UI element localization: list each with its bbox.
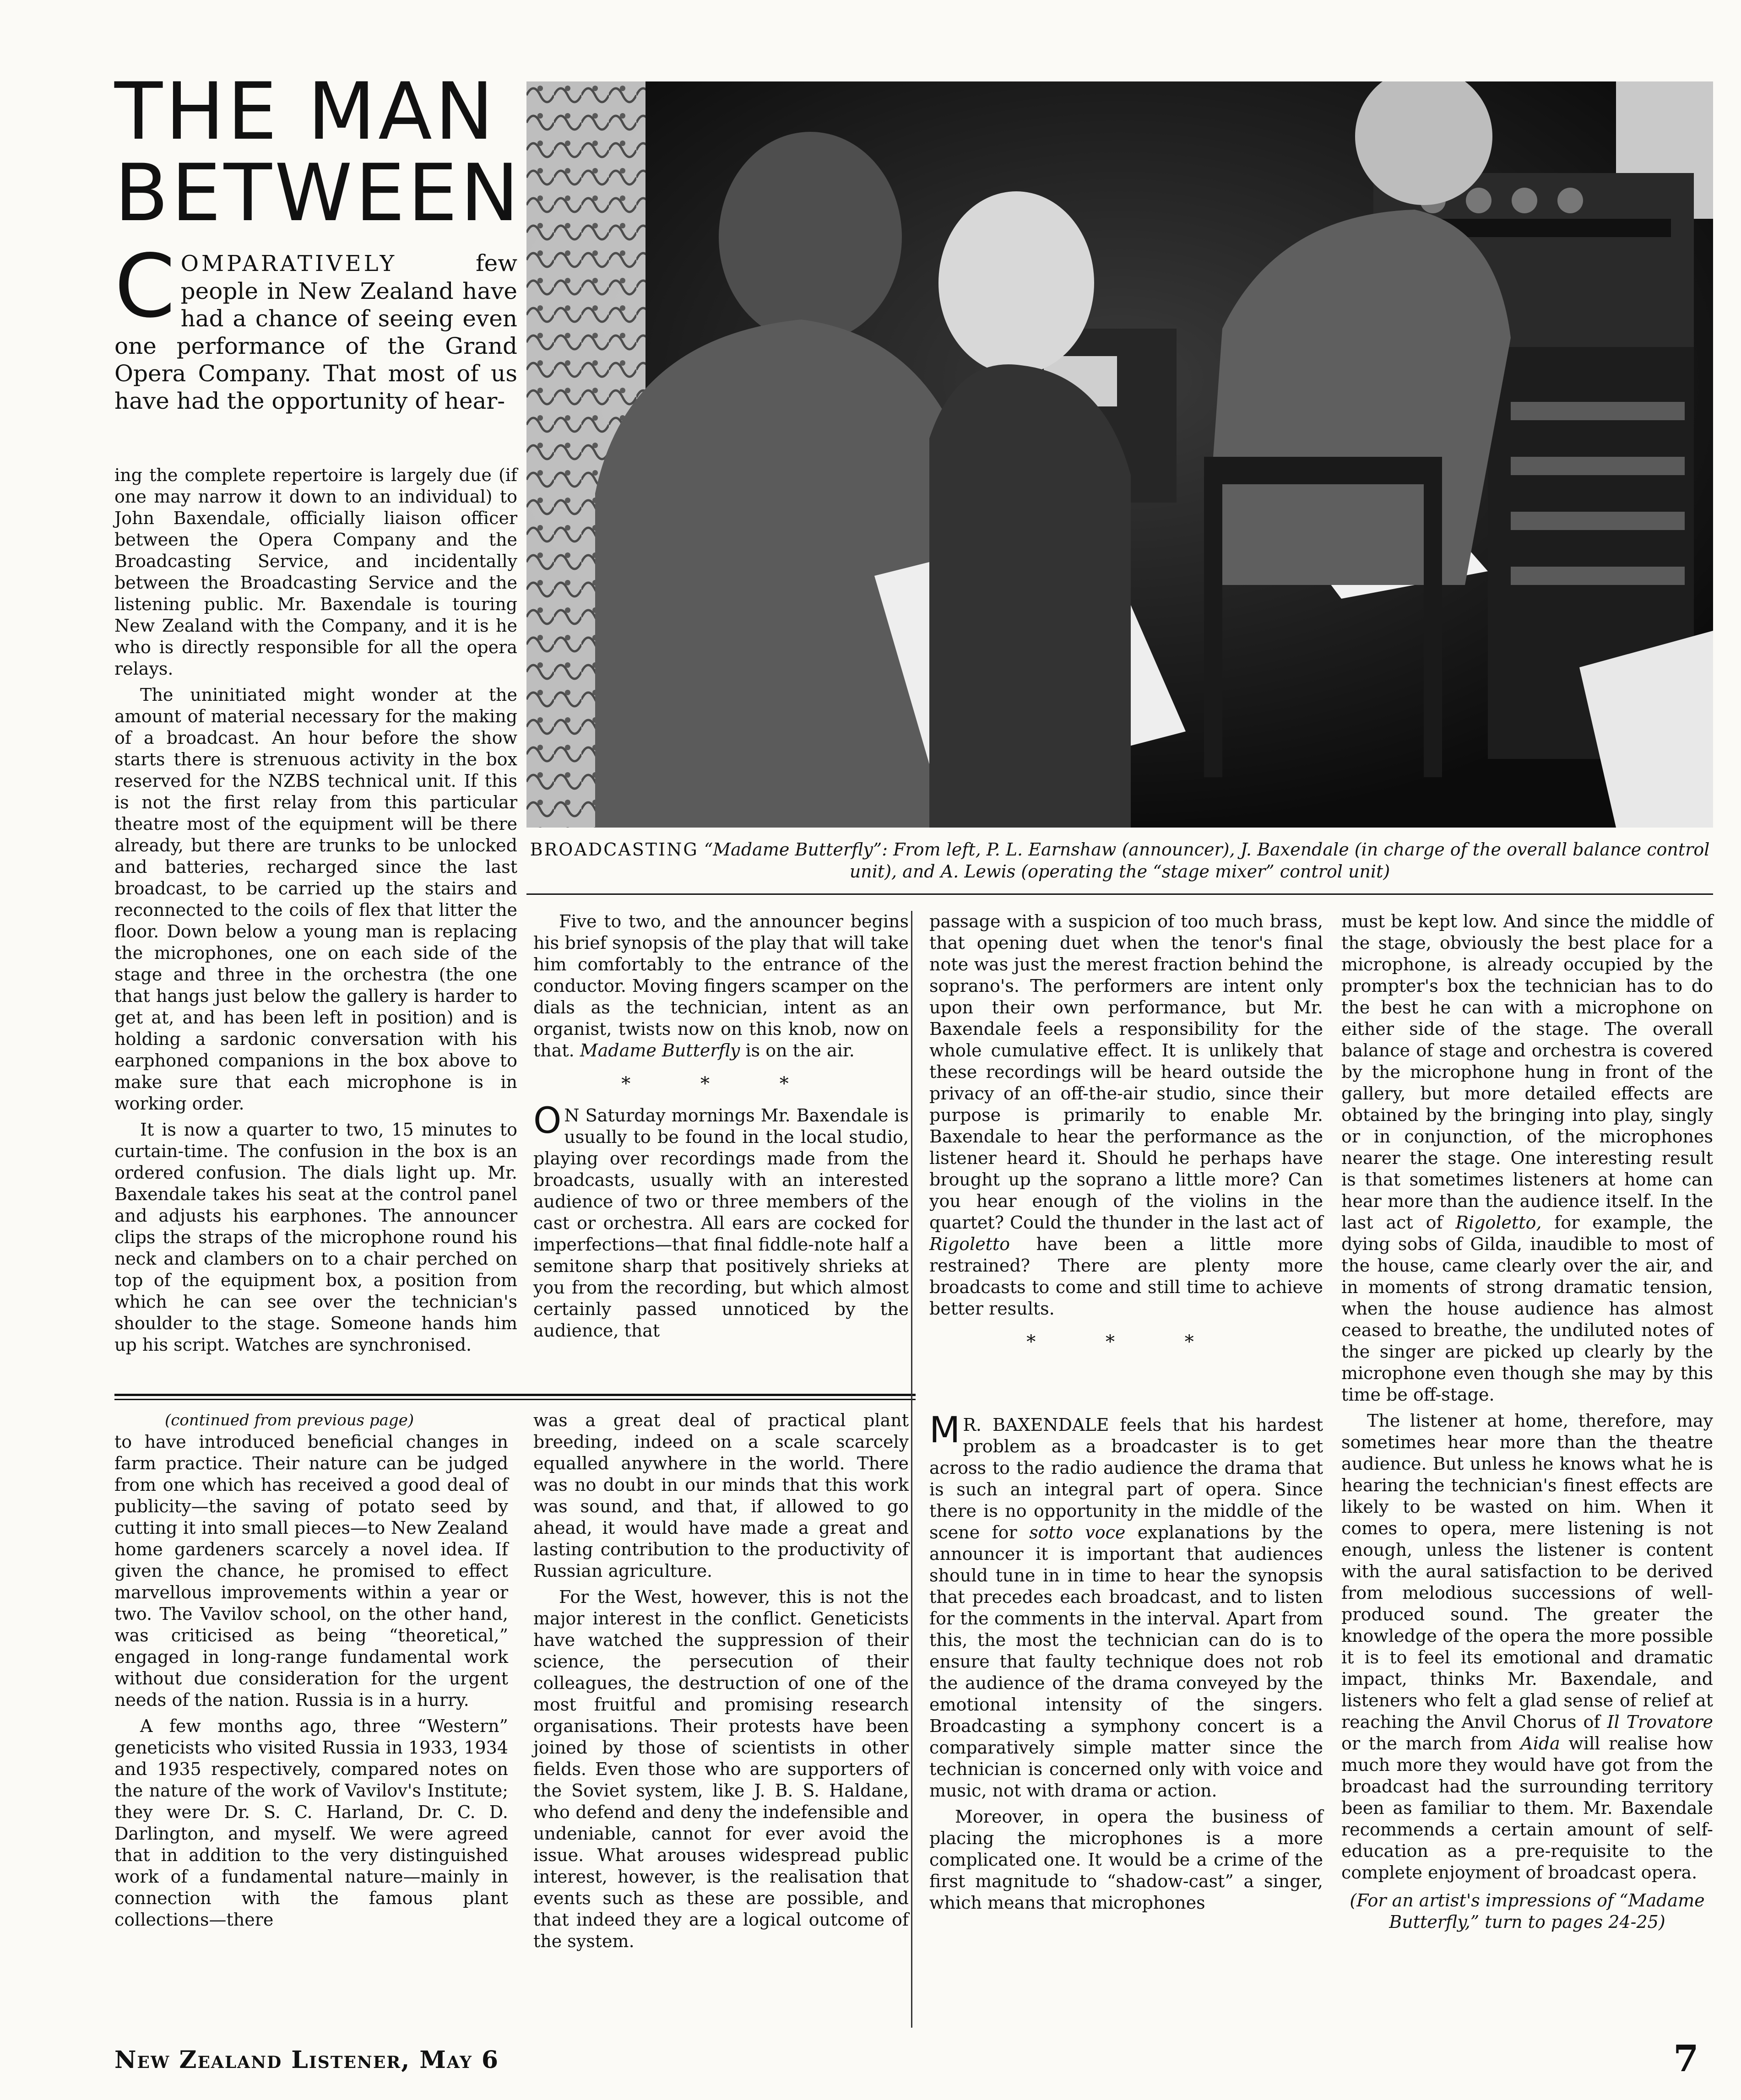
col2-p1-italic: Madame Butterfly xyxy=(580,1040,740,1061)
intro-paragraph xyxy=(114,236,517,415)
column-4 xyxy=(1341,911,1713,1933)
masthead-footer: New Zealand Listener, May 6 xyxy=(114,2046,499,2074)
col4-italic: Rigoletto, xyxy=(1455,1212,1542,1233)
lower1-p1: to have introduced beneficial changes in farm practice. Their nature can be judged from one which has received a good deal of publicity—the saving of potato seed by cutting it into small pieces—to New Zealand home gardeners scarcely a novel idea. If given the chance, he promised to effect marvellous improvements within a year or two. The Vavilov school, on the other hand, was criticised as being “theoretical,” engaged in long-range fundamental work without due consideration for the urgent needs of the nation. Russia is in a hurry. xyxy=(114,1432,508,1710)
lower3-p2: Moreover, in opera the business of placing the microphones is a more complicated one. It would be a crime of the first magnitude to “shadow-cast” a singer, which means that microphones xyxy=(929,1807,1323,1913)
lower3-dropcap: M xyxy=(929,1410,960,1451)
lower2-p1: was a great deal of practical plant breeding, indeed on a scale scarcely equalled anywhere in the world. There was no doubt in our minds that this work was sound, and that, if allowed to go ahead, it would have made a great and lasting contribution to the productivity of Russian agriculture. xyxy=(533,1410,909,1581)
caption-lead: BROADCASTING xyxy=(530,839,699,860)
col4-p2 xyxy=(1341,1410,1713,1884)
section-stars-2: * * * xyxy=(1026,1331,1226,1353)
photo xyxy=(526,81,1713,828)
col2-p1-text: Five to two, and the announcer begins his brief synopsis of the play that will take him comfortably to the entrance of the conductor. Moving fingers scamper on the dials as the technician, intent as an organist, twists now on this knob, now on that. xyxy=(533,911,909,1061)
caption-rule xyxy=(526,893,1713,895)
lower-column-2 xyxy=(533,1410,909,1952)
left-p1: ing the complete repertoire is largely due (if one may narrow it down to an individual) to John Baxendale, officially liaison officer between the Opera Company and the Broadcasting Service, and incidentally between the Broadcasting Service and the listening public. Mr. Baxendale is touring New Zealand with the Company, and it is he who is directly responsible for all the opera relays. xyxy=(114,465,517,679)
left-p3: It is now a quarter to two, 15 minutes to curtain-time. The confusion in the box is an ordered confusion. The dials light up. Mr. Baxendale takes his seat at the control panel and adjusts his earphones. The announcer clips the straps of the microphone round his neck and clambers on to a chair perched on top of the equipment box, a position from which he can see over the technician's shoulder to the stage. Someone hands him up his script. Watches are synchronised. xyxy=(114,1120,517,1355)
col4-note: (For an artist's impressions of “Madame Butterfly,” turn to pages 24-25) xyxy=(1350,1890,1705,1932)
drop-cap: C xyxy=(114,236,175,337)
caption-text: “Madame Butterfly”: From left, P. L. Earnshaw (announcer), J. Baxendale (in charge of the overall balance control unit), and A. Lewis (operating the “stage mixer” control unit) xyxy=(698,839,1710,882)
lower3-p1b: explanations by the announcer it is important that audiences should tune in in time to hear the synopsis that precedes each broadcast, and to listen for the comments in the interval. Apart from this, the most the technician can do is to ensure that faulty technique does not rob the audience of the drama conveyed by the emotional intensity of the singers. Broadcasting a symphony concert is a comparatively simple matter since the technician is concerned only with voice and music, not with drama or action. xyxy=(929,1522,1323,1801)
col3-p1 xyxy=(929,911,1323,1320)
left-p2: The uninitiated might wonder at the amount of material necessary for the making of a broadcast. An hour before the show starts there is strenuous activity in the box reserved for the NZBS technical unit. If this is not the first relay from this particular theatre most of the equipment will be there already, but there are trunks to be unlocked and batteries, recharged since the last broadcast, to be carried up the stairs and reconnected to the coils of flex that litter the floor. Down below a young man is replacing the microphones, one on each side of the stage and three in the orchestra (the one that hangs just below the gallery is harder to get at, and has been left in position) and is holding a sardonic conversation with his earphoned companions in the box above to make sure that each microphone is in working order. xyxy=(114,685,517,1114)
col4-p2a: The listener at home, therefore, may sometimes hear more than the theatre audience. But unless he knows what he is hearing the technician's finest effects are likely to be wasted on him. When it comes to opera, mere listening is not enough, unless the listener is content with the aural satisfaction to be derived from melodious successions of well-produced sound. The greater the knowledge of the opera the more possible it is to feel its emotional and dramatic impact, thinks Mr. Baxendale, and listeners who felt a glad sense of relief at reaching the Anvil Chorus of xyxy=(1341,1411,1713,1732)
col4-p1b: for example, the dying sobs of Gilda, inaudible to most of the house, came clearly over the air, and in moments of strong dramatic tension, when the house audience has almost ceased to breathe, the undiluted notes of the singer are picked up clearly by the microphone even though she may by this time be off-stage. xyxy=(1341,1212,1713,1405)
continued-note: (continued from previous page) xyxy=(165,1411,414,1429)
lower3-italic: sotto voce xyxy=(1029,1522,1126,1543)
col3-p1a: passage with a suspicion of too much brass, that opening duet when the tenor's final note was just the merest fraction behind the soprano's. The performers are intent only upon their own performance, but Mr. Baxendale feels a responsibility for the whole cumulative effect. It is unlikely that these recordings will be heard outside the privacy of an off-the-air studio, since their purpose is primarily to enable Mr. Baxendale to hear the performance as the listener heard it. Should he perhaps have brought up the soprano a little more? Can you hear enough of the violins in the quartet? Could the thunder in the last act of xyxy=(929,911,1323,1233)
col4-p1 xyxy=(1341,911,1713,1406)
lower-column-1 xyxy=(114,1410,508,1931)
col2-p1-end: is on the air. xyxy=(740,1040,855,1061)
lower-column-3 xyxy=(929,1410,1323,1914)
col2-p2 xyxy=(533,1100,909,1342)
col4-italic-2: Il Trovatore xyxy=(1607,1712,1714,1732)
lower3-p1-text: R. BAXENDALE feels that his hardest problem as a broadcaster is to get across to the radio audience the drama that is such an integral part of opera. Since there is no opportunity in the middle of the scene for xyxy=(929,1415,1323,1543)
col4-p2b: or the march from xyxy=(1341,1733,1521,1754)
lead-caps: OMPARATIVELY xyxy=(180,251,397,276)
col4-italic-3: Aida xyxy=(1520,1733,1560,1754)
photo-caption xyxy=(526,839,1713,882)
column-2 xyxy=(533,911,909,1342)
lower1-p2: A few months ago, three “Western” geneticists who visited Russia in 1933, 1934 and 1935 respectively, compared notes on the nature of the work of Vavilov's Institute; they were Dr. S. C. Harland, Dr. C. D. Darlington, and myself. We were agreed that in addition to the very distinguished work of a fundamental nature—mainly in connection with the famous plant collections—there xyxy=(114,1716,508,1930)
col2-p1 xyxy=(533,911,909,1061)
col4-p2c: will realise how much more they would have got from the broadcast had the surrounding territory been as familiar to them. Mr. Baxendale recommends a certain amount of self-education as a pre-requisite to the complete enjoyment of broadcast opera. xyxy=(1341,1733,1713,1883)
col2-p2-text: N Saturday mornings Mr. Baxendale is usually to be found in the local studio, playing over recordings made from the broadcasts, usually with an interested audience of two or three members of the cast or orchestra. All ears are cocked for imperfections—that final fiddle-note half a semitone sharp that positively shrieks at you from the recording, but which almost certainly passed unnoticed by the audience, that xyxy=(533,1105,909,1341)
col3-p1b: have been a little more restrained? There are plenty more broadcasts to come and still time to achieve better results. xyxy=(929,1234,1323,1319)
headline-line-1: THE MAN xyxy=(114,65,497,157)
col4-p1a: must be kept low. And since the middle of the stage, obviously the best place for a microphone, is already occupied by the prompter's box the technician has to do the best he can with a microphone on either side of the stage. The overall balance of stage and orchestra is covered by the microphone hung in front of the gallery, but more detailed effects are obtained by the bringing into play, singly or in conjunction, of the microphones nearer the stage. One interesting result is that sometimes listeners at home can hear more than the audience itself. In the last act of xyxy=(1341,911,1713,1233)
lower2-p2: For the West, however, this is not the major interest in the conflict. Geneticists have watched the suppression of their science, the persecution of their colleagues, the destruction of one of the most fruitful and promising research organisations. Their protests have been joined by those of scientists in other fields. Even those who are supporters of the Soviet system, like J. B. S. Haldane, who defend and deny the indefensible and undeniable, cannot for ever avoid the issue. What arouses widespread public interest, however, is the realisation that events such as these are possible, and that indeed they are a logical outcome of the system. xyxy=(533,1587,909,1951)
headline-line-2: BETWEEN xyxy=(114,147,522,239)
headline xyxy=(114,65,522,239)
section-stars: * * * xyxy=(621,1073,821,1094)
left-column xyxy=(114,465,517,1356)
col3-italic: Rigoletto xyxy=(929,1234,1010,1254)
section-rule-double-1 xyxy=(114,1394,916,1396)
column-3 xyxy=(929,911,1323,1363)
lower3-p1 xyxy=(929,1410,1323,1802)
page-number: 7 xyxy=(1673,2037,1699,2080)
column-rule xyxy=(911,911,912,2028)
intro-text: few people in New Zealand have had a chance of seeing even one performance of the Grand Opera Company. That most of us have had the opportunity of hear- xyxy=(114,250,517,414)
col2-dropcap: O xyxy=(533,1100,562,1142)
section-rule-double-2 xyxy=(114,1399,916,1400)
photo-broadcasting-control-box-icon xyxy=(526,81,1713,828)
